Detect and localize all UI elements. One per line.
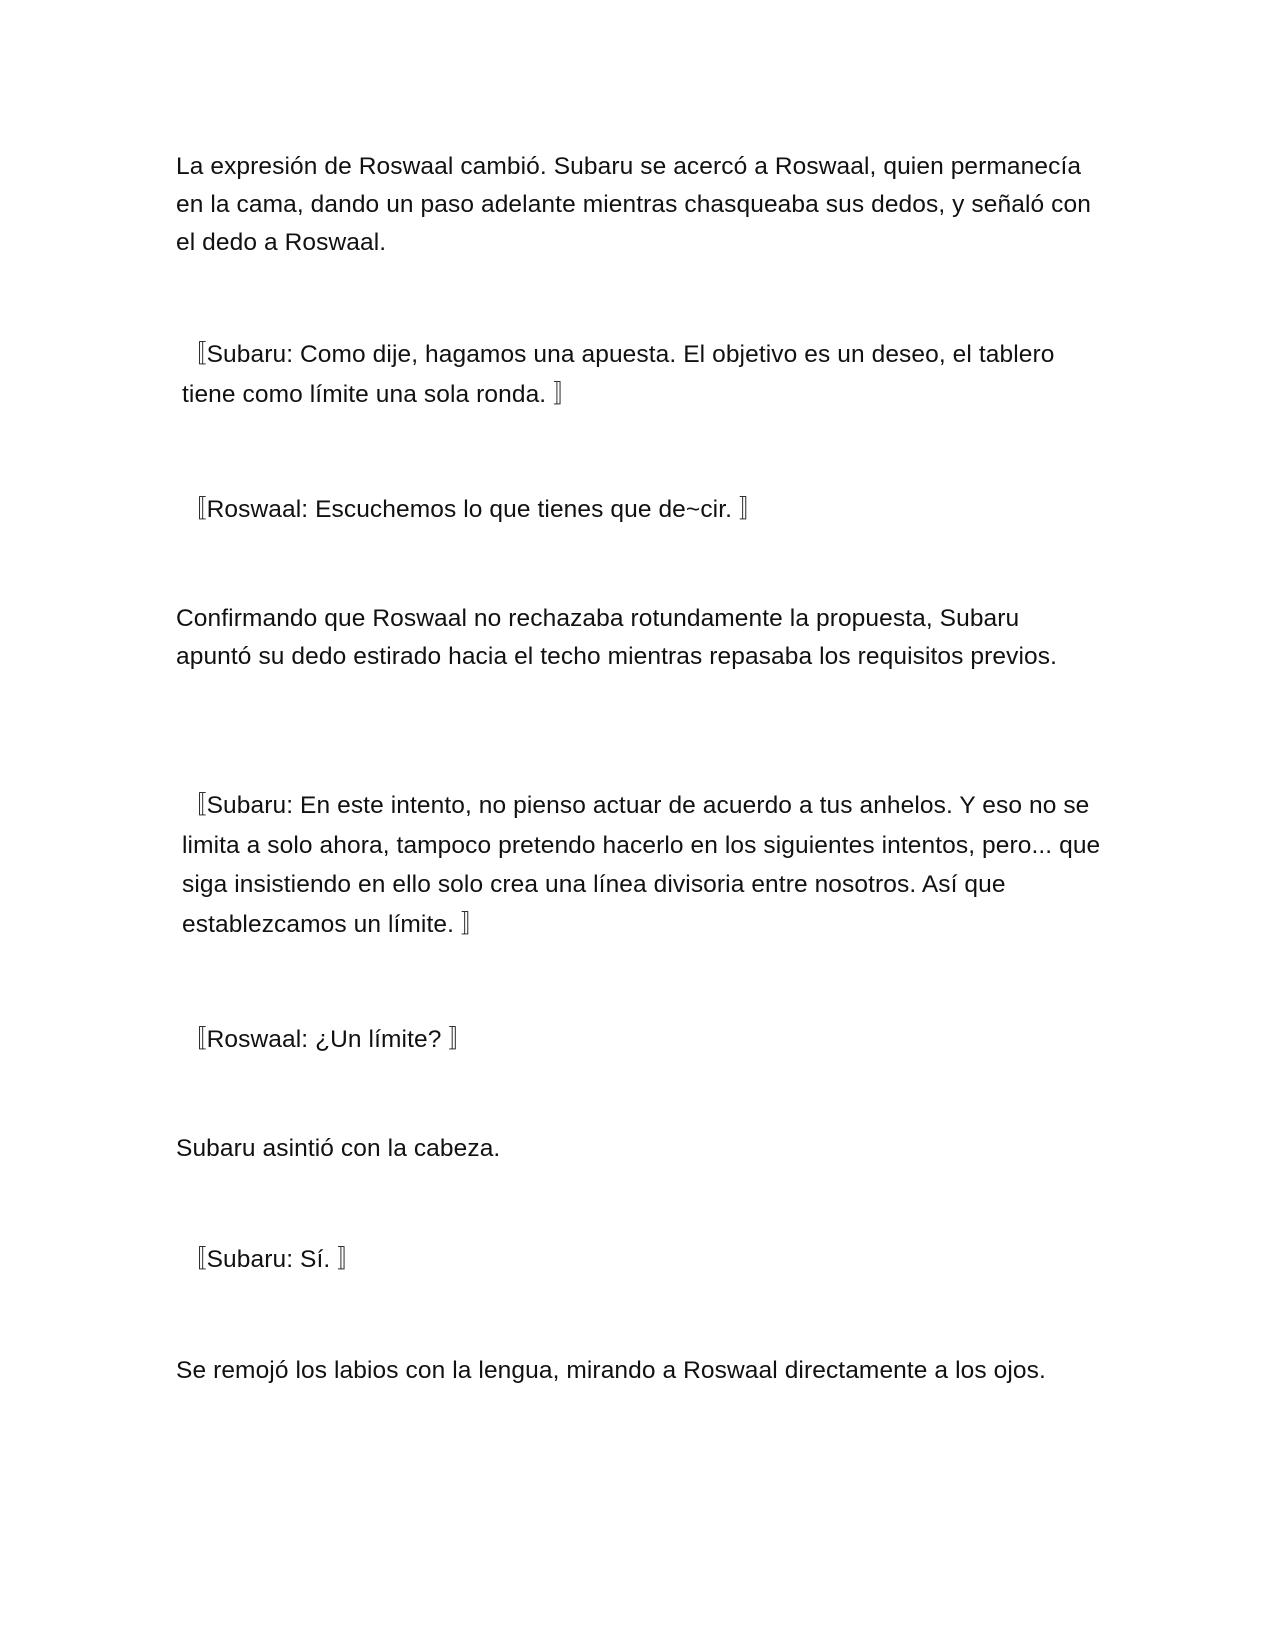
narration-paragraph: La expresión de Roswaal cambió. Subaru se acercó a Roswaal, quien permanecía en la cama, dando un paso adelante mientras chasqueaba sus dedos, y señaló con el dedo a Roswaal. (176, 153, 1091, 256)
narration-paragraph: Subaru asintió con la cabeza. (176, 1135, 501, 1162)
dialogue-paragraph: 〚Roswaal: ¿Un límite? 〛 (182, 1026, 473, 1053)
narration-paragraph: Se remojó los labios con la lengua, mirando a Roswaal directamente a los ojos. (176, 1357, 1046, 1384)
dialogue-paragraph: 〚Subaru: En este intento, no pienso actuar de acuerdo a tus anhelos. Y eso no se limita a solo ahora, tampoco pretendo hacerlo en los siguientes intentos, pero... que siga insistiendo en ello solo crea una línea divisoria entre nosotros. Así que establezcamos un límite. 〛 (182, 792, 1101, 938)
dialogue-paragraph: 〚Roswaal: Escuchemos lo que tienes que de~cir. 〛 (182, 496, 764, 523)
dialogue-paragraph: 〚Subaru: Como dije, hagamos una apuesta. El objetivo es un deseo, el tablero tiene como límite una sola ronda. 〛 (182, 341, 1055, 408)
dialogue-paragraph: 〚Subaru: Sí. 〛 (182, 1246, 362, 1273)
narration-paragraph: Confirmando que Roswaal no rechazaba rotundamente la propuesta, Subaru apuntó su dedo estirado hacia el techo mientras repasaba los requisitos previos. (176, 605, 1057, 670)
